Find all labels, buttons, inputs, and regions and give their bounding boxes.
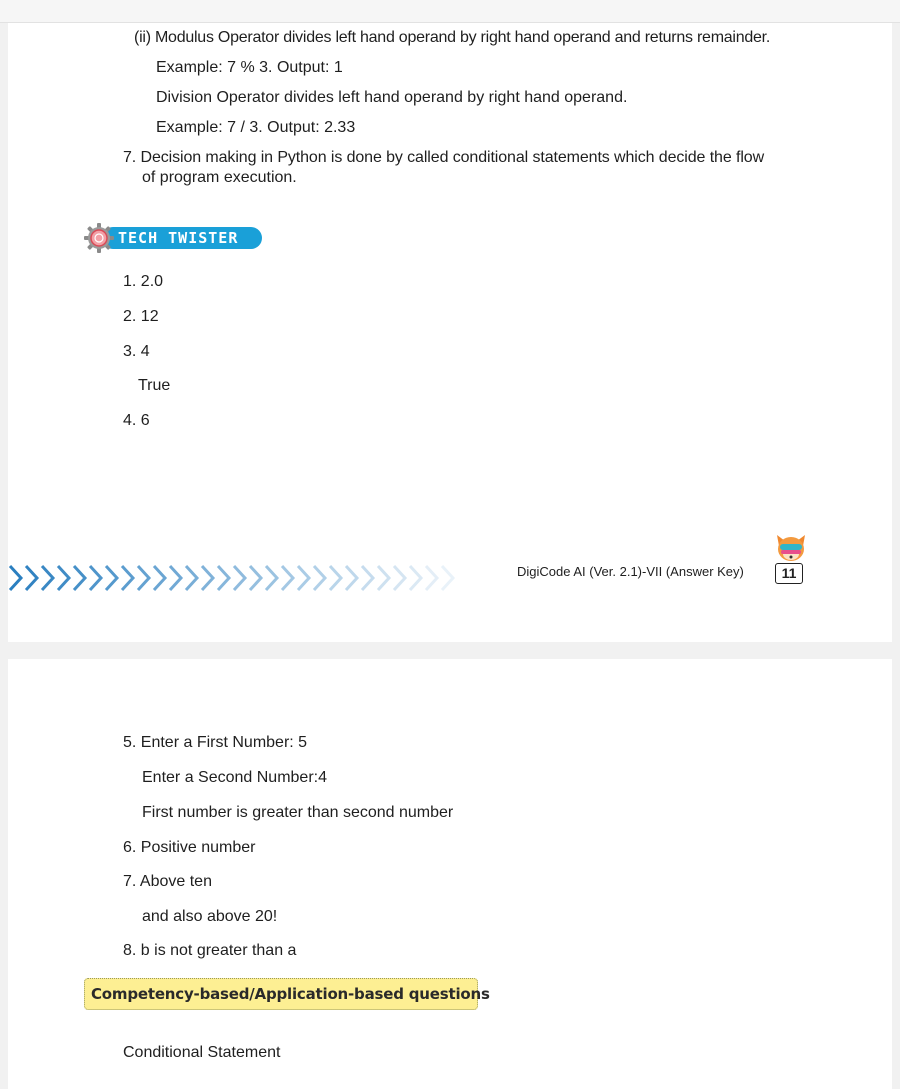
q5-answer-second-number: Enter a Second Number:4 — [142, 769, 327, 786]
tech-twister-answer-1: 1. 2.0 — [123, 273, 164, 290]
modulus-example: Example: 7 % 3. Output: 1 — [156, 59, 343, 76]
gear-icon — [84, 223, 114, 253]
chevron-mark — [314, 566, 325, 590]
chevron-mark — [10, 566, 21, 590]
tech-twister-badge — [84, 223, 264, 253]
chevron-mark — [250, 566, 261, 590]
division-example: Example: 7 / 3. Output: 2.33 — [156, 119, 356, 136]
chevron-mark — [154, 566, 165, 590]
chevron-mark — [234, 566, 245, 590]
footer-book-title: DigiCode AI (Ver. 2.1)-VII (Answer Key) — [517, 564, 744, 579]
chevron-mark — [282, 566, 293, 590]
chevron-mark — [394, 566, 405, 590]
chevron-mark — [42, 566, 53, 590]
q7-answer-continued: and also above 20! — [142, 908, 278, 925]
chevron-mark — [426, 566, 437, 590]
chevron-mark — [26, 566, 37, 590]
tech-twister-answer-3: 3. 4 — [123, 343, 150, 360]
tech-twister-answer-4: 4. 6 — [123, 412, 150, 429]
viewer-top-bar — [0, 0, 900, 23]
chevron-mark — [346, 566, 357, 590]
chevron-strip-decoration — [8, 558, 478, 598]
document-page-11 — [8, 23, 892, 642]
chevron-mark — [330, 566, 341, 590]
chevron-mark — [122, 566, 133, 590]
chevron-mark — [106, 566, 117, 590]
chevron-mark — [442, 566, 453, 590]
q7-answer: 7. Above ten — [123, 873, 212, 890]
tech-twister-label: TECH TWISTER — [118, 229, 239, 247]
page-number: 11 — [775, 563, 803, 584]
chevron-mark — [58, 566, 69, 590]
q8-answer: 8. b is not greater than a — [123, 942, 297, 959]
chevron-mark — [202, 566, 213, 590]
chevron-mark — [186, 566, 197, 590]
chevron-mark — [218, 566, 229, 590]
tech-twister-answer-3-true: True — [138, 377, 171, 394]
chevron-mark — [170, 566, 181, 590]
chevron-mark — [74, 566, 85, 590]
competency-heading: Competency-based/Application-based questions — [91, 985, 490, 1003]
q7-answer-line2: of program execution. — [142, 169, 297, 186]
division-definition: Division Operator divides left hand operand by right hand operand. — [156, 89, 628, 106]
chevron-mark — [266, 566, 277, 590]
q5-answer: 5. Enter a First Number: 5 — [123, 734, 308, 751]
chevron-mark — [362, 566, 373, 590]
chevron-mark — [378, 566, 389, 590]
q7-answer-line1: 7. Decision making in Python is done by called conditional statements which decide the flow — [123, 149, 765, 166]
q6-answer: 6. Positive number — [123, 839, 256, 856]
chevron-mark — [410, 566, 421, 590]
q5-answer-result: First number is greater than second number — [142, 804, 454, 821]
tech-twister-answer-2: 2. 12 — [123, 308, 159, 325]
competency-heading-box — [84, 978, 490, 1010]
chevron-mark — [138, 566, 149, 590]
chevron-mark — [298, 566, 309, 590]
document-page-12 — [8, 659, 892, 1089]
chevron-mark — [90, 566, 101, 590]
modulus-definition: (ii) Modulus Operator divides left hand operand by right hand operand and returns remainder. — [134, 29, 771, 46]
conditional-statement-answer: Conditional Statement — [123, 1044, 281, 1061]
